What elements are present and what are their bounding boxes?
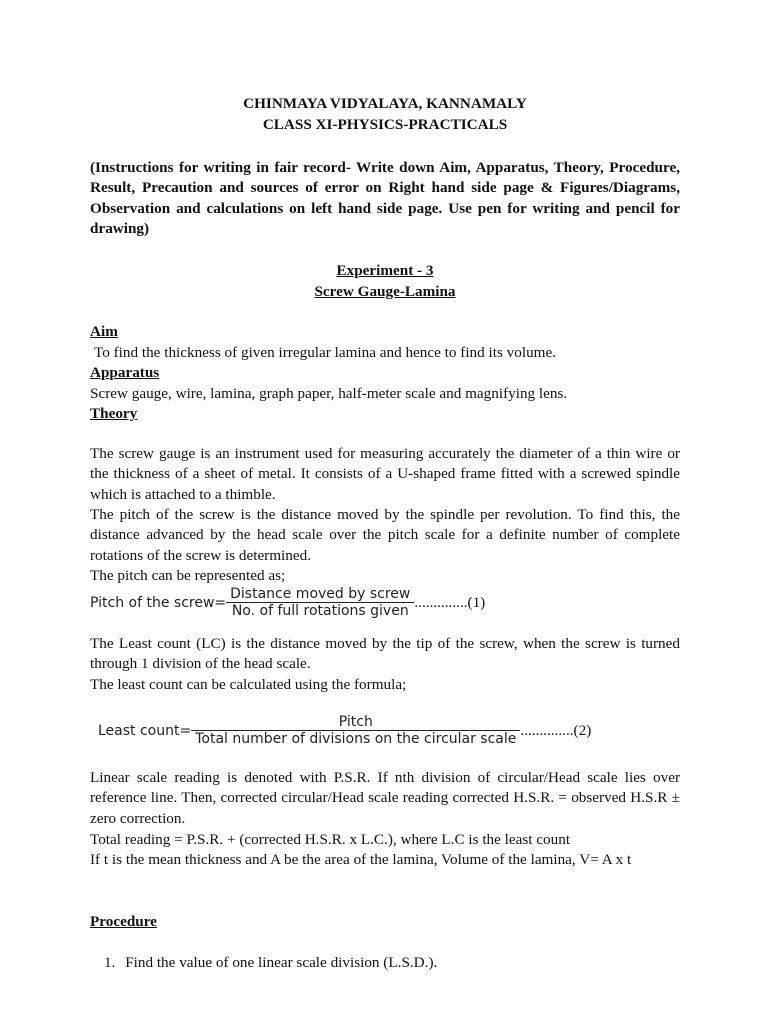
aim-heading: Aim xyxy=(90,323,118,340)
least-count-denominator: Total number of divisions on the circular scale xyxy=(191,730,520,747)
least-count-fraction xyxy=(191,714,520,747)
pitch-intro: The pitch can be represented as; xyxy=(90,567,286,584)
class-title: CLASS XI-PHYSICS-PRACTICALS xyxy=(262,116,508,133)
least-count-paragraph: The Least count (LC) is the distance moved by the tip of the screw, when the screw is turned through 1 division of the head scale. xyxy=(90,635,680,673)
pitch-denominator: No. of full rotations given xyxy=(226,602,414,619)
theory-heading: Theory xyxy=(90,405,138,422)
apparatus-text: Screw gauge, wire, lamina, graph paper, half-meter scale and magnifying lens. xyxy=(90,385,568,402)
least-count-numerator: Pitch xyxy=(338,714,373,730)
least-count-intro: The least count can be calculated using the formula; xyxy=(90,676,407,693)
aim-text: To find the thickness of given irregular lamina and hence to find its volume. xyxy=(94,344,557,361)
equation-2-tag: ..............(2) xyxy=(520,721,592,739)
psr-paragraph: Linear scale reading is denoted with P.S.R. If nth division of circular/Head scale lies over reference line. Then, corrected circular/Head scale reading corrected H.S.R. = observed H.S.R ± zero correction. xyxy=(90,769,680,827)
least-count-equation xyxy=(98,714,591,747)
procedure-step-text: Find the value of one linear scale division (L.S.D.). xyxy=(125,954,438,971)
theory-paragraph-1: The screw gauge is an instrument used for measuring accurately the diameter of a thin wire or the thickness of a sheet of metal. It consists of a U-shaped frame fitted with a screwed spindle which is attached to a thimble. xyxy=(90,445,680,503)
instructions-paragraph: (Instructions for writing in fair record- Write down Aim, Apparatus, Theory, Procedure, Result, Precaution and sources of error on Right hand side page & Figures/Diagrams, Observation and calculations on left hand side page. Use pen for writing and pencil for drawing) xyxy=(90,159,680,238)
pitch-equation xyxy=(90,586,485,619)
theory-paragraph-2: The pitch of the screw is the distance moved by the spindle per revolution. To find this, the distance advanced by the head scale over the pitch scale for a definite number of complete rotations of the screw is determined. xyxy=(90,506,680,564)
procedure-heading: Procedure xyxy=(90,913,157,930)
pitch-numerator: Distance moved by screw xyxy=(230,586,411,602)
procedure-step xyxy=(104,953,694,973)
school-name: CHINMAYA VIDYALAYA, KANNAMALY xyxy=(243,95,527,112)
pitch-equation-lhs: Pitch of the screw= xyxy=(90,594,227,611)
equation-1-tag: ..............(1) xyxy=(414,593,486,611)
experiment-title: Screw Gauge-Lamina xyxy=(314,283,456,300)
apparatus-heading: Apparatus xyxy=(90,364,160,381)
procedure-step-number: 1. xyxy=(104,954,116,971)
volume-paragraph: If t is the mean thickness and A be the area of the lamina, Volume of the lamina, V= A x t xyxy=(90,851,632,868)
pitch-fraction xyxy=(226,586,414,619)
experiment-number: Experiment - 3 xyxy=(336,262,434,279)
least-count-equation-lhs: Least count= xyxy=(98,722,192,739)
total-reading: Total reading = P.S.R. + (corrected H.S.R. x L.C.), where L.C is the least count xyxy=(90,831,571,848)
